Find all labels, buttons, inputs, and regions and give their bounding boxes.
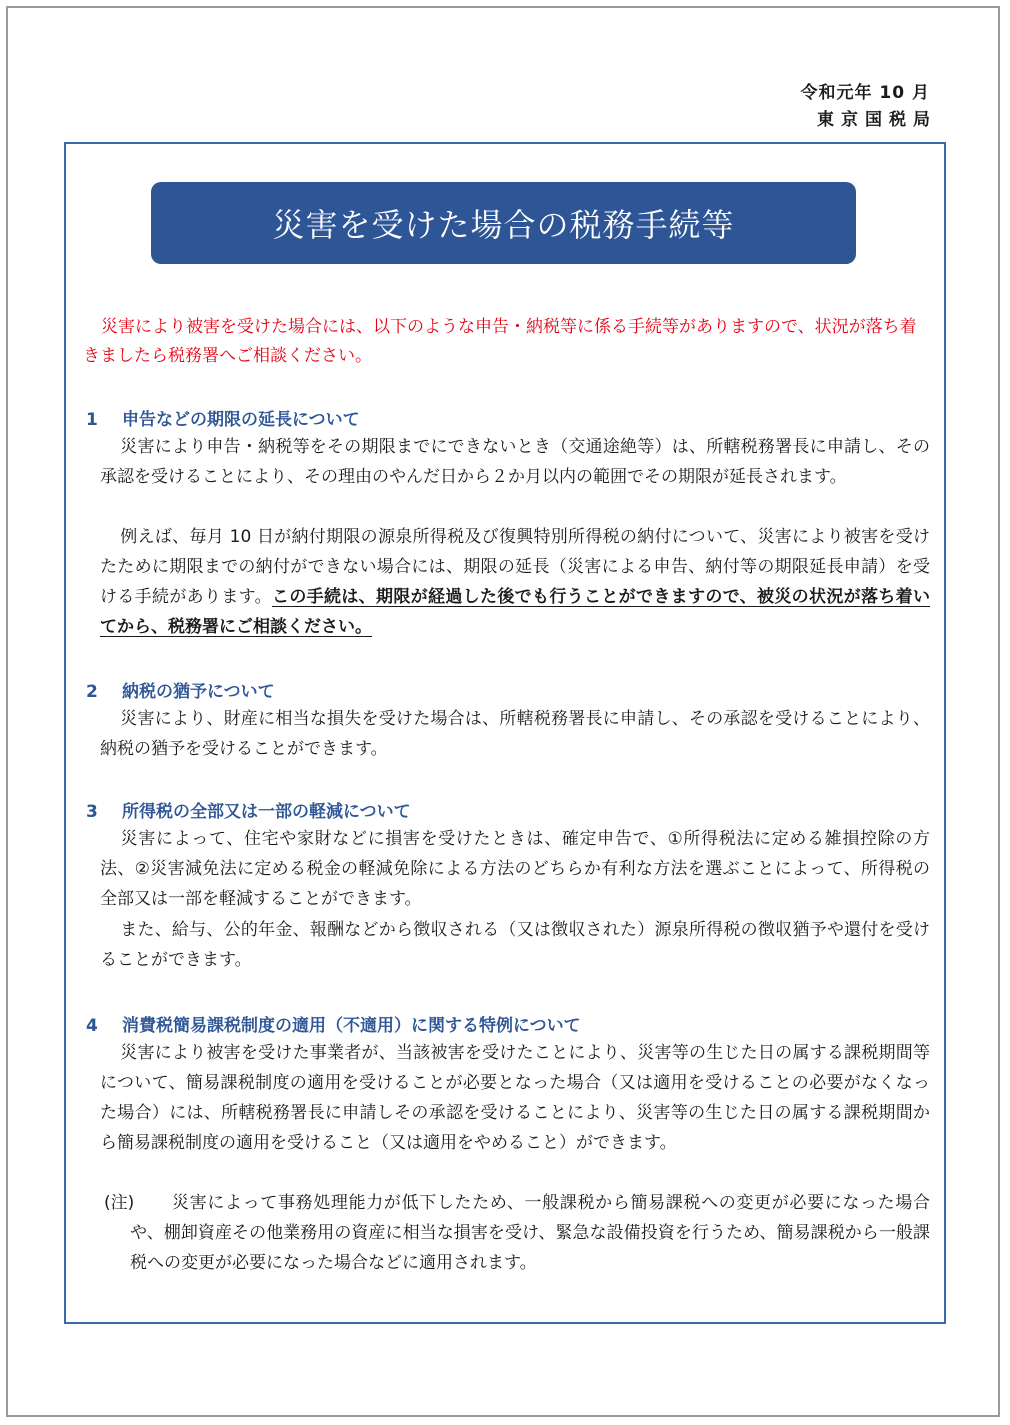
section-1-paragraph-1: 災害により申告・納税等をその期限までにできないとき（交通途絶等）は、所轄税務署長に申請し、その承認を受けることにより、その理由のやんだ日から２か月以内の範囲でその期限が延長されます。 bbox=[100, 437, 930, 487]
section-4-heading bbox=[86, 1011, 581, 1036]
section-number: 3 bbox=[86, 802, 98, 822]
section-2-paragraph-1: 災害により、財産に相当な損失を受けた場合は、所轄税務署長に申請し、その承認を受けることにより、納税の猶予を受けることができます。 bbox=[100, 709, 930, 759]
note-text: 災害によって事務処理能力が低下したため、一般課税から簡易課税への変更が必要になった場合や、棚卸資産その他業務用の資産に相当な損害を受け、緊急な設備投資を行うため、簡易課税から一般課税への変更が必要になった場合などに適用されます。 bbox=[130, 1193, 930, 1273]
section-1-heading bbox=[86, 405, 360, 430]
section-1-paragraph-2: 例えば、毎月 10 日が納付期限の源泉所得税及び復興特別所得税の納付について、災害により被害を受けたために期限までの納付ができない場合には、期限の延長（災害による申告、納付等の期限延長申請）を受ける手続があります。この手続は、期限が経過した後でも行うことができますので、被災の状況が落ち着いてから、税務署にご相談ください。 bbox=[100, 527, 930, 637]
note-label: (注) bbox=[104, 1193, 135, 1213]
issuing-office: 東京国税局 bbox=[817, 110, 937, 130]
section-title: 申告などの期限の延長について bbox=[122, 410, 360, 430]
section-number: 1 bbox=[86, 410, 98, 430]
title-banner bbox=[151, 182, 856, 264]
intro-text: 災害により被害を受けた場合には、以下のような申告・納税等に係る手続等がありますので、状況が落ち着きましたら税務署へご相談ください。 bbox=[83, 317, 917, 366]
section-4-note bbox=[104, 1188, 930, 1278]
section-2-heading bbox=[86, 677, 275, 702]
page-title: 災害を受けた場合の税務手続等 bbox=[272, 206, 735, 244]
section-title: 消費税簡易課税制度の適用（不適用）に関する特例について bbox=[122, 1016, 581, 1036]
section-3-paragraph-2: また、給与、公的年金、報酬などから徴収される（又は徴収された）源泉所得税の徴収猶予や還付を受けることができます。 bbox=[100, 920, 930, 970]
section-3-paragraph-1: 災害によって、住宅や家財などに損害を受けたときは、確定申告で、①所得税法に定める雑損控除の方法、②災害減免法に定める税金の軽減免除による方法のどちらか有利な方法を選ぶことによって、所得税の全部又は一部を軽減することができます。 bbox=[100, 829, 930, 909]
emphasis-text: この手続は、期限が経過した後でも行うことができますので、被災の状況が落ち着いてから、税務署にご相談ください。 bbox=[100, 587, 930, 637]
section-number: 4 bbox=[86, 1016, 98, 1036]
section-title: 所得税の全部又は一部の軽減について bbox=[122, 802, 411, 822]
section-4-paragraph-1: 災害により被害を受けた事業者が、当該被害を受けたことにより、災害等の生じた日の属する課税期間等について、簡易課税制度の適用を受けることが必要となった場合（又は適用を受けることの必要がなくなった場合）には、所轄税務署長に申請しその承認を受けることにより、災害等の生じた日の属する課税期間から簡易課税制度の適用を受けること（又は適用をやめること）ができます。 bbox=[100, 1043, 930, 1153]
document-header bbox=[800, 80, 937, 134]
section-title: 納税の猶予について bbox=[122, 682, 275, 702]
section-3-heading bbox=[86, 797, 411, 822]
issue-date: 令和元年 10 月 bbox=[800, 83, 930, 103]
section-number: 2 bbox=[86, 682, 98, 702]
